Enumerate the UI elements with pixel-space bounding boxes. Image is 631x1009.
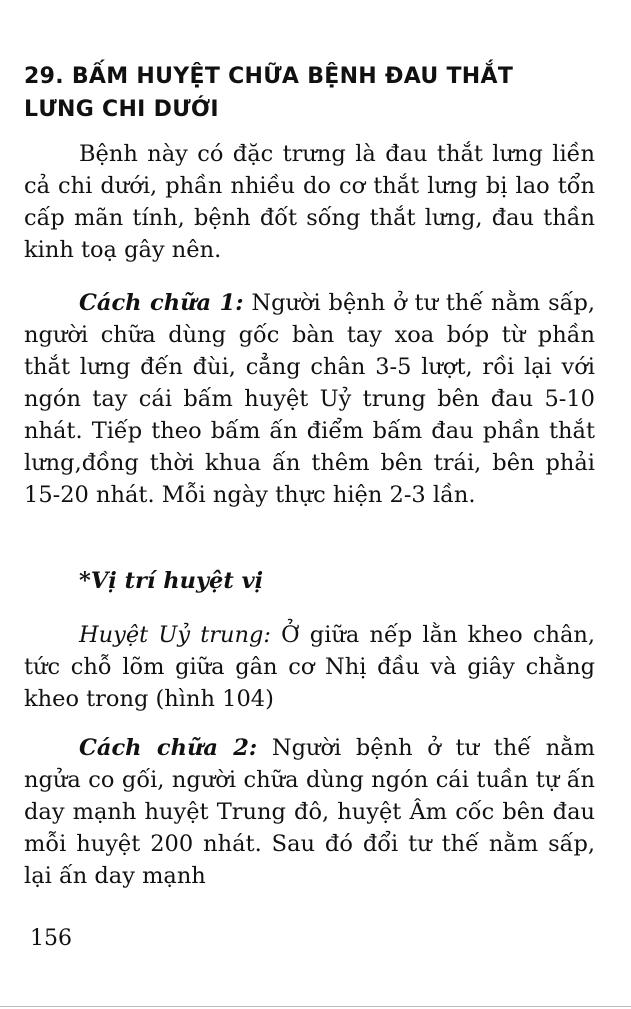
section-heading bbox=[24, 60, 604, 126]
acupoint-text: Ở giữa nếp lằn kheo chân, tức chỗ lõm giữa gân cơ Nhị đầu và giây chằng kheo trong (hình 104) bbox=[24, 622, 595, 712]
method-2-paragraph bbox=[24, 732, 595, 892]
acupoint-label: Huyệt Uỷ trung: bbox=[79, 622, 271, 648]
method-1-label: Cách chữa 1: bbox=[79, 290, 244, 316]
acupoint-subheading: *Vị trí huyệt vị bbox=[79, 568, 264, 594]
intro-paragraph: Bệnh này có đặc trưng là đau thắt lưng liền cả chi dưới, phần nhiều do cơ thắt lưng bị lao tổn cấp mãn tính, bệnh đốt sống thắt lưng, đau thần kinh toạ gây nên. bbox=[24, 141, 595, 263]
method-2-text: Người bệnh ở tư thế nằm ngửa co gối, người chữa dùng ngón cái tuần tự ấn day mạnh huyệt Trung đô, huyệt Âm cốc bên đau mỗi huyệt 200 nhát. Sau đó đổi tư thế nằm sấp, lại ấn day mạnh bbox=[24, 735, 595, 889]
page-bottom-edge bbox=[0, 1006, 631, 1007]
section-heading-line-1: 29. BẤM HUYỆT CHỮA BỆNH ĐAU THẮT bbox=[24, 64, 514, 89]
method-1-text: Người bệnh ở tư thế nằm sấp, người chữa dùng gốc bàn tay xoa bóp từ phần thắt lưng đến đùi, cẳng chân 3-5 lượt, rồi lại với ngón tay cái bấm huyệt Uỷ trung bên đau 5-10 nhát. Tiếp theo bấm ấn điểm bấm đau phần thắt lưng,đồng thời khua ấn thêm bên trái, bên phải 15-20 nhát. Mỗi ngày thực hiện 2-3 lần. bbox=[24, 290, 595, 508]
acupoint-paragraph bbox=[24, 619, 595, 715]
method-1-paragraph bbox=[24, 287, 595, 511]
page-number: 156 bbox=[30, 926, 72, 951]
section-heading-line-2: LƯNG CHI DƯỚI bbox=[24, 97, 219, 122]
method-2-label: Cách chữa 2: bbox=[79, 735, 258, 761]
